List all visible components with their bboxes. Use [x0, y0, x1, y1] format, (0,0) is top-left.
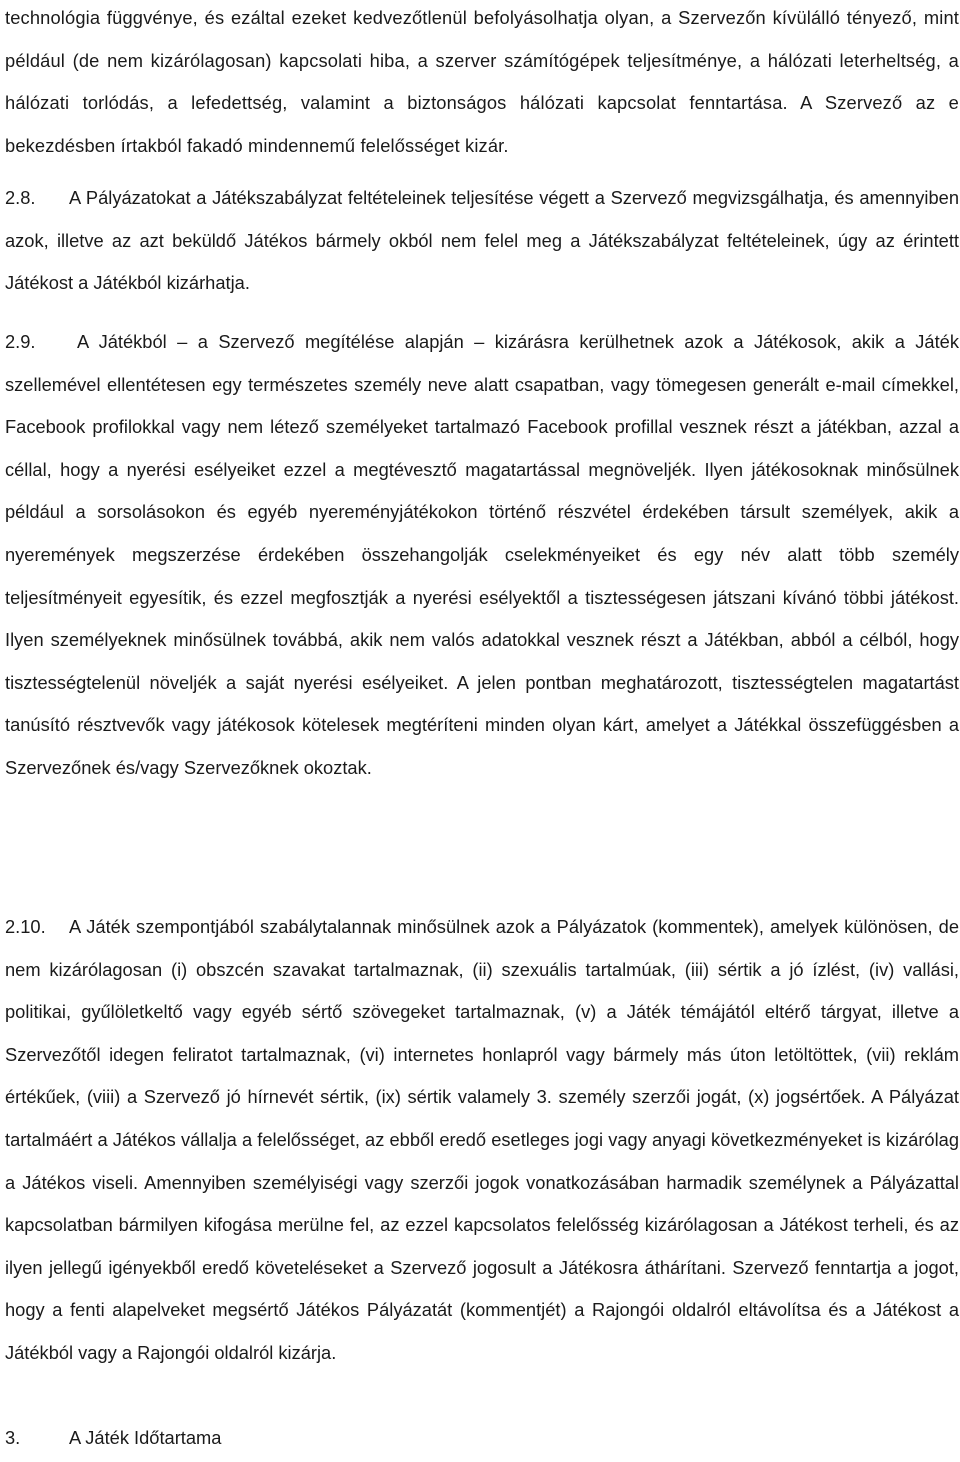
section-number: 2.8. [5, 187, 36, 208]
section-2-10 [5, 906, 959, 1375]
section-heading-3 [5, 1417, 959, 1460]
heading-number: 3. [5, 1427, 21, 1448]
intro-text: technológia függvénye, és ezáltal ezeket kedvezőtlenül befolyásolhatja olyan, a Szervezőn kívülálló tényező, mint például (de nem kizárólagosan) kapcsolati hiba, a szerver számítógépek teljesítménye, a hálózati leterheltség, a hálózati torlódás, a lefedettség, valamint a biztonságos hálózati kapcsolat fenntartása. A Szervező az e bekezdésben írtakból fakadó mindennemű felelősséget kizár. [5, 7, 959, 156]
section-text: A Játék szempontjából szabálytalannak minősülnek azok a Pályázatok (kommentek), amelyek különösen, de nem kizárólagosan (i) obszcén szavakat tartalmaznak, (ii) szexuális tartalmúak, (iii) sértik a jó ízlést, (iv) vallási, politikai, gyűlöletkeltő vagy egyéb sértő szövegeket tartalmaznak, (v) a Játék témájától eltérő tárgyat, illetve a Szervezőtől idegen feliratot tartalmaznak, (vi) internetes honlapról vagy bármely más úton letöltöttek, (vii) reklám értékűek, (viii) a Szervező jó hírnevét sértik, (ix) sértik valamely 3. személy szerzői jogát, (x) jogsértőek. A Pályázat tartalmáért a Játékos vállalja a felelősséget, az ebből eredő esetleges jogi vagy anyagi következményeket is kizárólag a Játékos viseli. Amennyiben személyiségi vagy szerzői jogok vonatkozásában harmadik személynek a Pályázattal kapcsolatban bármilyen kifogása merülne fel, az ezzel kapcsolatos felelősség kizárólagosan a Játékost terheli, és az ilyen jellegű igényekből eredő követeléseket a Szervező jogosult a Játékosra áthárítani. Szervező fenntartja a jogot, hogy a fenti alapelveket megsértő Játékos Pályázatát (kommentjét) a Rajongói oldalról eltávolítsa és a Játékost a Játékból vagy a Rajongói oldalról kizárja. [5, 916, 959, 1363]
section-2-9 [5, 321, 959, 790]
section-2-8 [5, 177, 959, 305]
heading-title: A Játék Időtartama [69, 1427, 222, 1448]
document-page [5, 0, 959, 1462]
section-text: A Pályázatokat a Játékszabályzat feltételeinek teljesítése végett a Szervező megvizsgálhatja, és amennyiben azok, illetve az azt beküldő Játékos bármely okból nem felel meg a Játékszabályzat feltételeinek, úgy az érintett Játékost a Játékból kizárhatja. [5, 187, 959, 294]
intro-paragraph [5, 0, 959, 167]
section-text: A Játékból – a Szervező megítélése alapján – kizárásra kerülhetnek azok a Játékosok, akik a Játék szellemével ellentétesen egy természetes személy neve alatt csapatban, vagy tömegesen generált e-mail címekkel, Facebook profilokkal vagy nem létező személyeket tartalmazó Facebook profillal vesznek részt a játékban, azzal a céllal, hogy a nyerési esélyeiket ezzel a megtévesztő magatartással megnöveljék. Ilyen játékosoknak minősülnek például a sorsolásokon és egyéb nyereményjátékokon történő részvétel érdekében társult személyek, akik a nyeremények megszerzése érdekében összehangolják cselekményeiket és egy név alatt több személy teljesítményeit egyesítik, és ezzel megfosztják a nyerési esélyektől a tisztességesen játszani kívánó többi játékost. Ilyen személyeknek minősülnek továbbá, akik nem valós adatokkal vesznek részt a Játékban, abból a célból, hogy tisztességtelenül növeljék a saját nyerési esélyeiket. A jelen pontban meghatározott, tisztességtelen magatartást tanúsító résztvevők vagy játékosok kötelesek megtéríteni minden olyan kárt, amelyet a Játékkal összefüggésben a Szervezőnek és/vagy Szervezőknek okoztak. [5, 331, 959, 778]
section-number: 2.9. [5, 331, 36, 352]
section-number: 2.10. [5, 916, 46, 937]
